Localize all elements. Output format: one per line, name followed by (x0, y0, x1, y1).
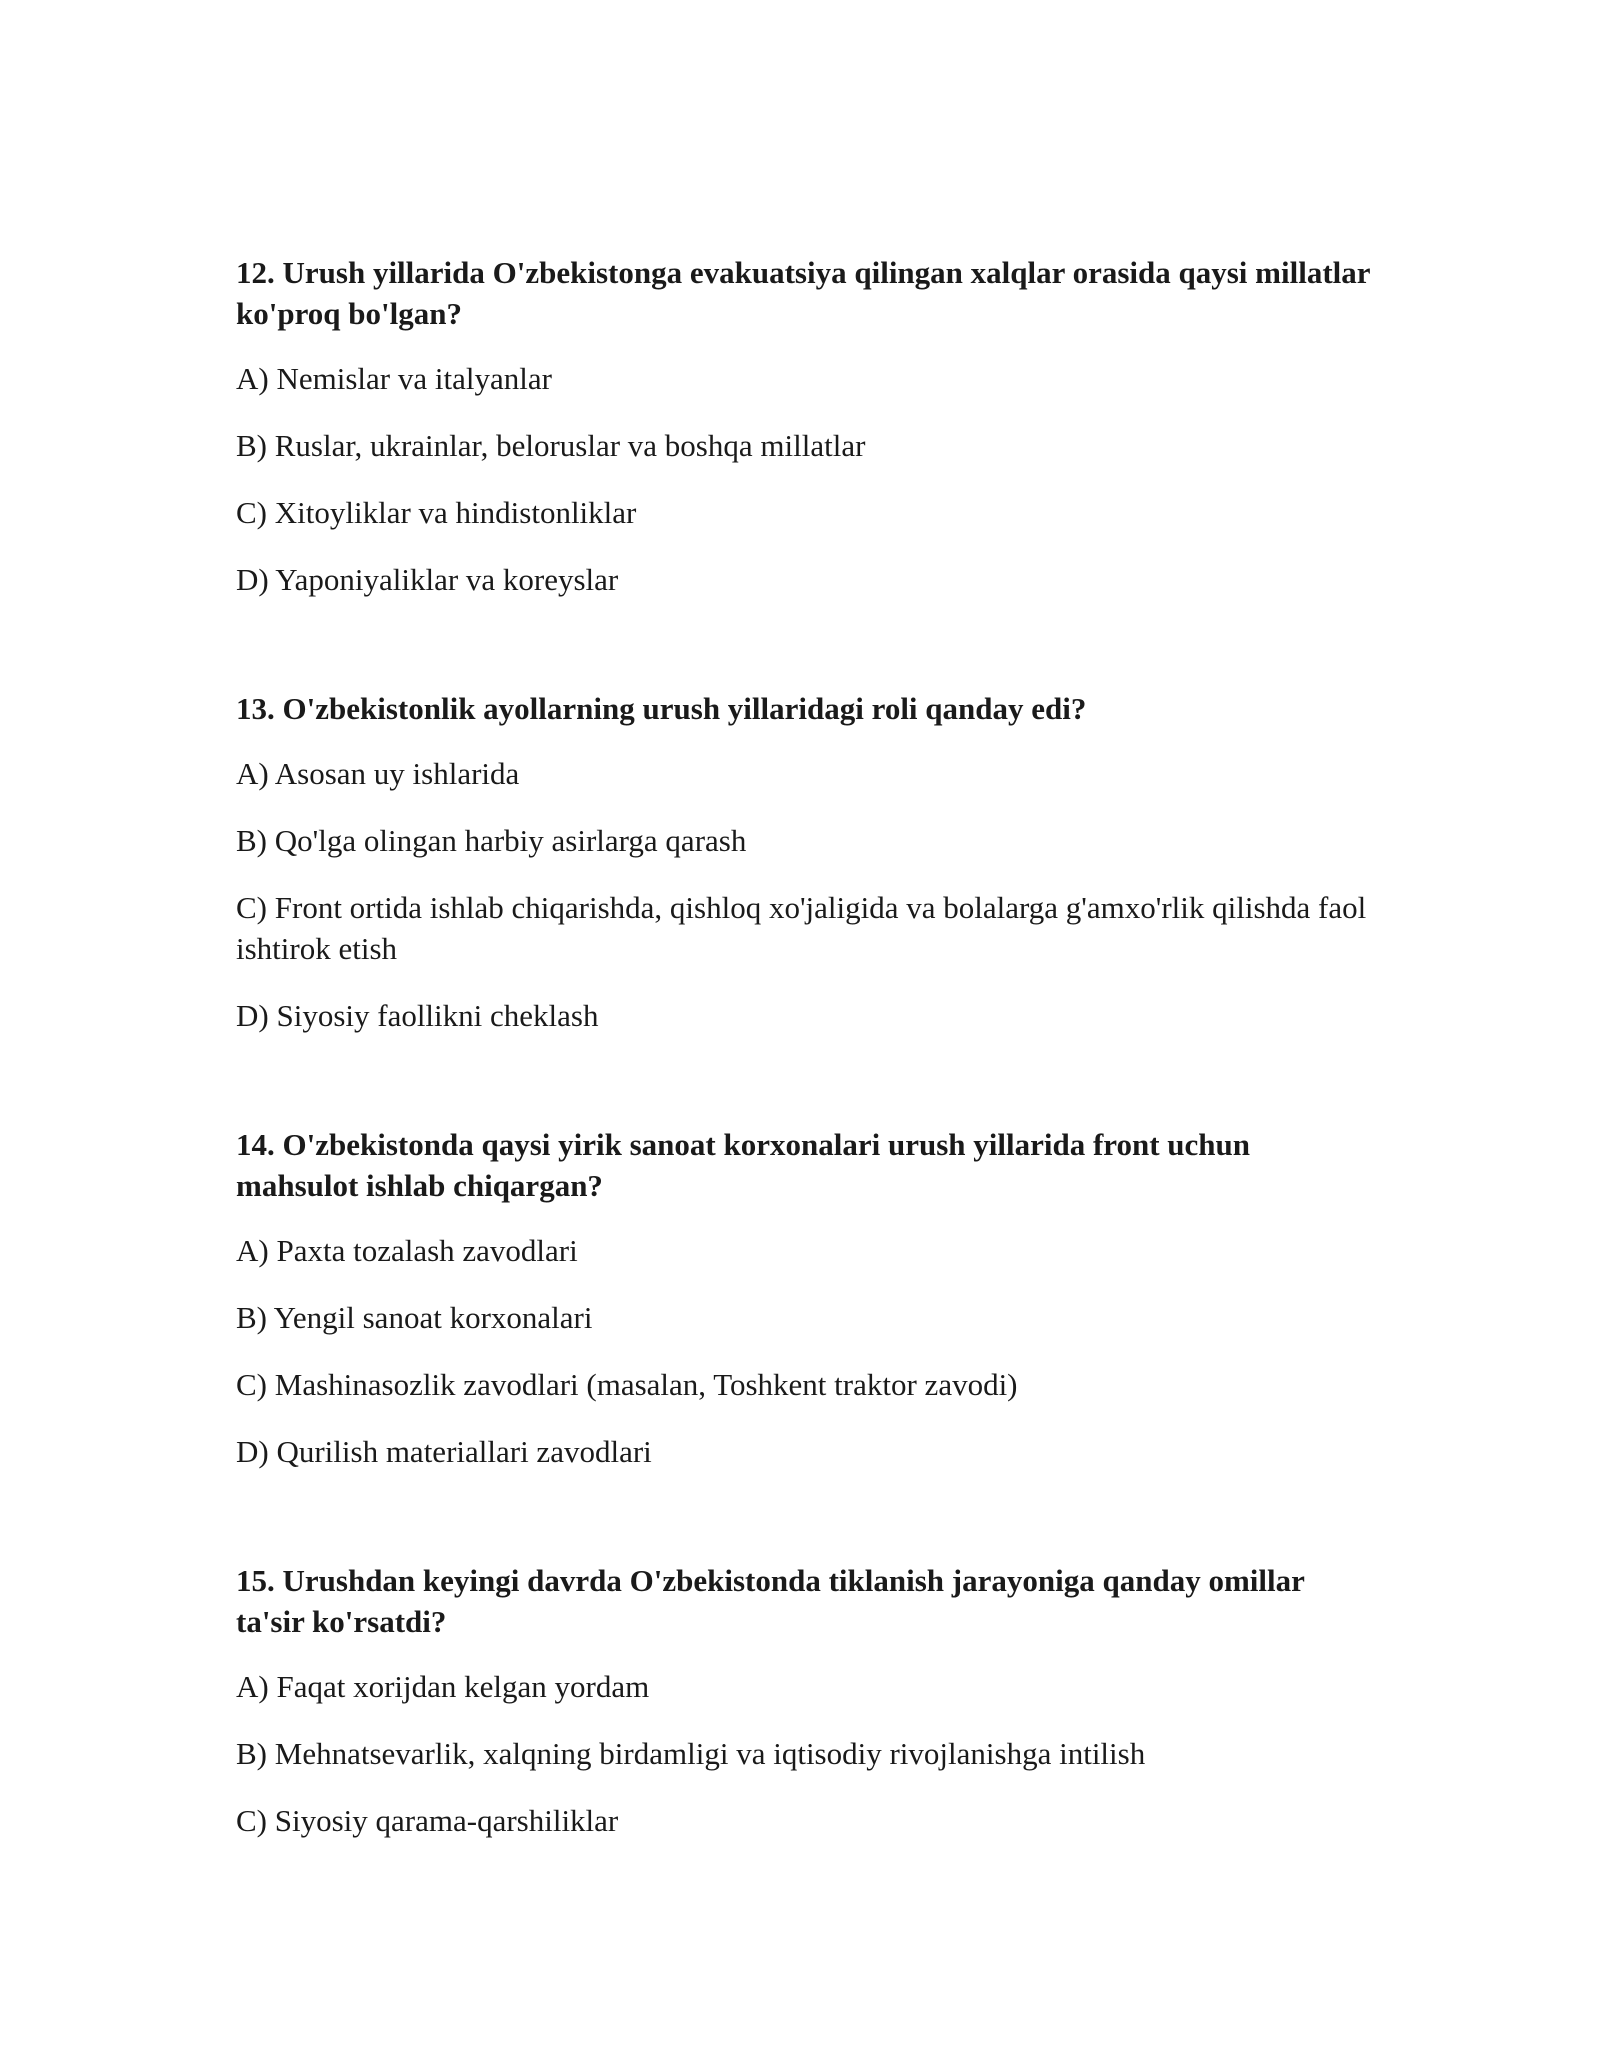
answer-option-a: A) Asosan uy ishlarida (236, 756, 520, 791)
question-13 (236, 688, 1376, 1036)
answer-option-c: C) Mashinasozlik zavodlari (masalan, Toshkent traktor zavodi) (236, 1367, 1018, 1402)
answer-option-d: D) Qurilish materiallari zavodlari (236, 1434, 652, 1469)
question-title: 13. O'zbekistonlik ayollarning urush yillaridagi roli qanday edi? (236, 691, 1087, 726)
answer-option-a: A) Nemislar va italyanlar (236, 361, 552, 396)
question-15 (236, 1560, 1376, 1841)
answer-option-c: C) Siyosiy qarama-qarshiliklar (236, 1803, 619, 1838)
answer-option-d: D) Yaponiyaliklar va koreyslar (236, 562, 619, 597)
answer-option-d: D) Siyosiy faollikni cheklash (236, 998, 599, 1033)
answer-option-b: B) Mehnatsevarlik, xalqning birdamligi va iqtisodiy rivojlanishga intilish (236, 1736, 1146, 1771)
document-content (236, 252, 1376, 1841)
answer-option-b: B) Qo'lga olingan harbiy asirlarga qarash (236, 823, 747, 858)
question-title: 14. O'zbekistonda qaysi yirik sanoat korxonalari urush yillarida front uchun mahsulot ishlab chiqargan? (236, 1127, 1251, 1203)
answer-option-b: B) Ruslar, ukrainlar, beloruslar va boshqa millatlar (236, 428, 866, 463)
answer-option-c: C) Xitoyliklar va hindistonliklar (236, 495, 637, 530)
question-title: 15. Urushdan keyingi davrda O'zbekistonda tiklanish jarayoniga qanday omillar ta'sir ko'rsatdi? (236, 1563, 1305, 1639)
question-14 (236, 1124, 1376, 1472)
answer-option-b: B) Yengil sanoat korxonalari (236, 1300, 593, 1335)
question-12 (236, 252, 1376, 600)
answer-option-c: C) Front ortida ishlab chiqarishda, qishloq xo'jaligida va bolalarga g'amxo'rlik qilishda faol ishtirok etish (236, 890, 1367, 966)
answer-option-a: A) Faqat xorijdan kelgan yordam (236, 1669, 650, 1704)
answer-option-a: A) Paxta tozalash zavodlari (236, 1233, 578, 1268)
question-title: 12. Urush yillarida O'zbekistonga evakuatsiya qilingan xalqlar orasida qaysi millatlar ko'proq bo'lgan? (236, 255, 1370, 331)
